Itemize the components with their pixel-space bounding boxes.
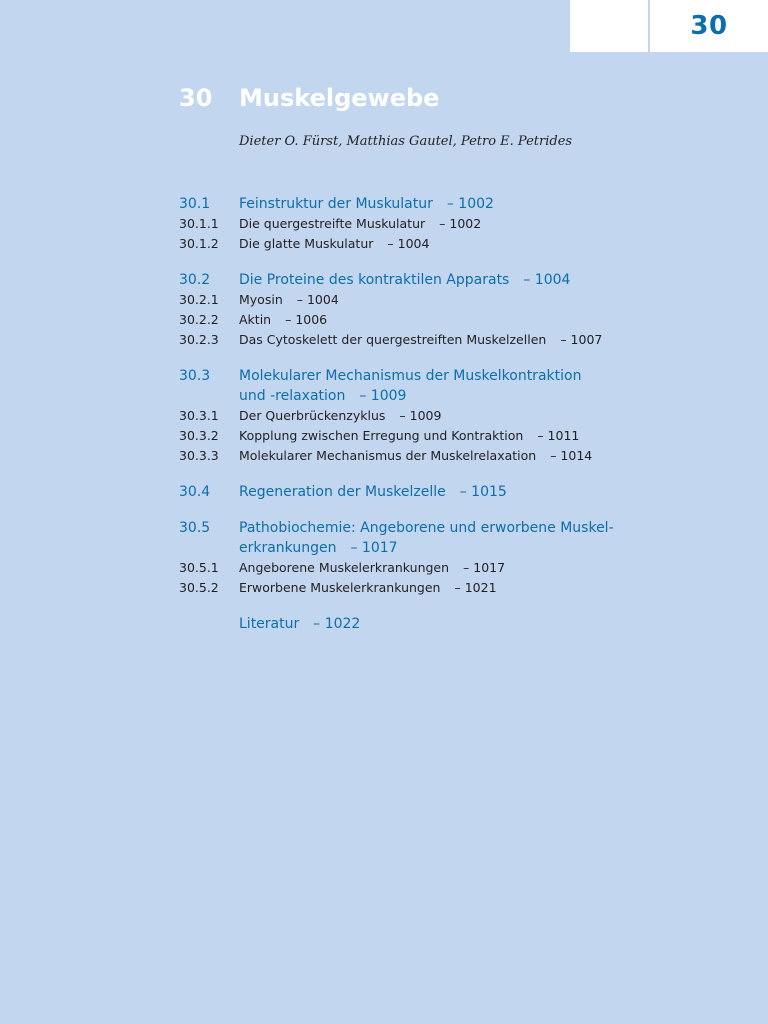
subsection-title: Die quergestreifte Muskulatur [239,216,426,231]
subsection-number: 30.3.1 [179,408,219,423]
section-title: Feinstruktur der Muskulatur [239,196,433,212]
chapter-heading [179,84,439,112]
chapter-tab-number: 30 [690,11,728,41]
chapter-tab [650,0,768,52]
section-title-line2: und -relaxation [239,388,346,404]
subsection-page: – 1006 [285,312,328,327]
subsection-page: – 1009 [399,408,442,423]
toc-section-continued[interactable] [179,538,619,558]
toc-section[interactable] [179,518,619,538]
section-number: 30.3 [179,368,211,384]
subsection-number: 30.2.1 [179,292,219,307]
subsection-title: Myosin [239,292,283,307]
toc-section[interactable] [179,194,619,214]
section-page: – 1004 [523,272,571,288]
section-number: 30.2 [179,272,211,288]
section-title: Die Proteine des kontraktilen Apparats [239,272,510,288]
subsection-page: – 1004 [296,292,339,307]
subsection-number: 30.5.2 [179,580,219,595]
section-page: – 1009 [359,388,407,404]
section-title-line1: Pathobiochemie: Angeborene und erworbene Muskel- [239,520,614,536]
subsection-page: – 1014 [550,448,593,463]
tab-spacer [570,0,648,52]
toc-subsection[interactable] [179,426,619,446]
section-title: Regeneration der Muskelzelle [239,484,446,500]
literature-page: – 1022 [313,616,361,632]
toc-subsection[interactable] [179,330,619,350]
section-page: – 1017 [350,540,398,556]
toc-subsection[interactable] [179,406,619,426]
section-number: 30.1 [179,196,211,212]
literature-title: Literatur [239,616,300,632]
chapter-title: Muskelgewebe [239,84,440,112]
toc-subsection[interactable] [179,310,619,330]
section-page: – 1002 [446,196,494,212]
section-page: – 1015 [459,484,507,500]
section-number: 30.4 [179,484,211,500]
subsection-number: 30.2.3 [179,332,219,347]
subsection-page: – 1002 [439,216,482,231]
toc-section[interactable] [179,270,619,290]
subsection-number: 30.5.1 [179,560,219,575]
subsection-page: – 1004 [387,236,430,251]
toc-section[interactable] [179,366,619,386]
subsection-number: 30.1.1 [179,216,219,231]
toc-subsection[interactable] [179,446,619,466]
subsection-number: 30.3.3 [179,448,219,463]
section-title-line1: Molekularer Mechanismus der Muskelkontraktion [239,368,582,384]
toc-section-continued[interactable] [179,386,619,406]
subsection-title: Angeborene Muskelerkrankungen [239,560,450,575]
chapter-number: 30 [179,84,213,112]
chapter-authors: Dieter O. Fürst, Matthias Gautel, Petro E. Petrides [239,134,573,149]
toc-literature[interactable] [179,614,619,634]
subsection-page: – 1007 [560,332,603,347]
toc-section[interactable] [179,482,619,502]
subsection-title: Das Cytoskelett der quergestreiften Muskelzellen [239,332,547,347]
subsection-title: Kopplung zwischen Erregung und Kontraktion [239,428,524,443]
subsection-title: Erworbene Muskelerkrankungen [239,580,441,595]
toc-subsection[interactable] [179,214,619,234]
subsection-title: Die glatte Muskulatur [239,236,374,251]
subsection-title: Molekularer Mechanismus der Muskelrelaxation [239,448,537,463]
toc-subsection[interactable] [179,234,619,254]
subsection-page: – 1011 [537,428,580,443]
section-title-line2: erkrankungen [239,540,337,556]
subsection-page: – 1017 [463,560,506,575]
subsection-title: Aktin [239,312,272,327]
toc-subsection[interactable] [179,558,619,578]
subsection-number: 30.3.2 [179,428,219,443]
section-number: 30.5 [179,520,211,536]
subsection-page: – 1021 [454,580,497,595]
toc-subsection[interactable] [179,290,619,310]
toc-subsection[interactable] [179,578,619,598]
subsection-number: 30.1.2 [179,236,219,251]
table-of-contents [179,194,619,634]
subsection-number: 30.2.2 [179,312,219,327]
subsection-title: Der Querbrückenzyklus [239,408,386,423]
